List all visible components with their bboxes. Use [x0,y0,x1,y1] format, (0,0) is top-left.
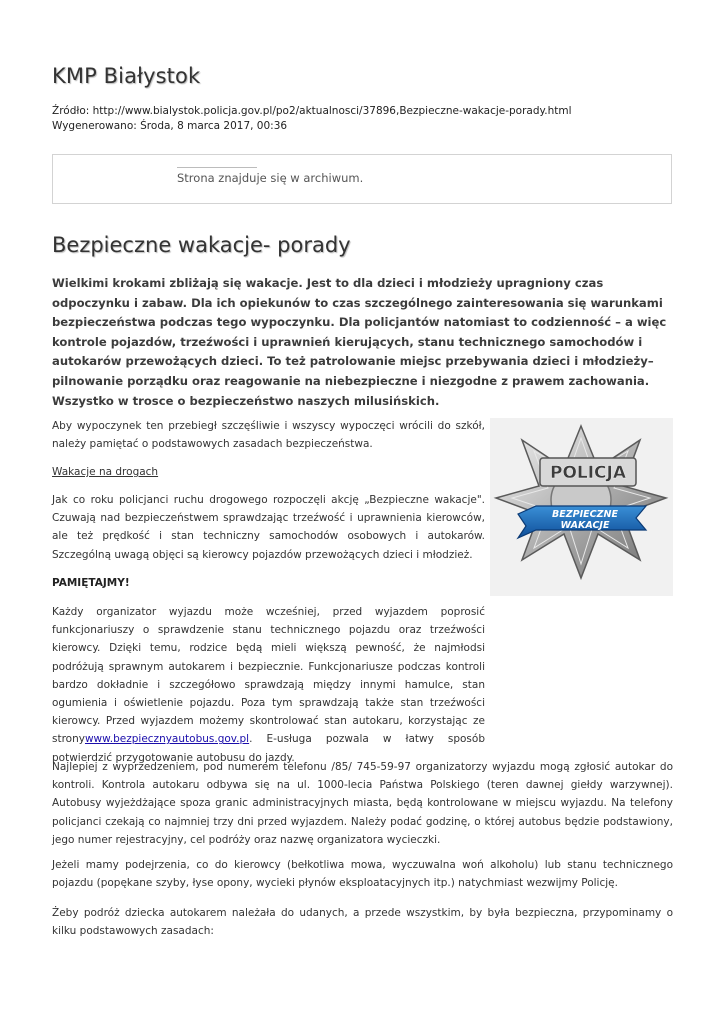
remember-heading: PAMIĘTAJMY! [52,577,130,589]
badge-ribbon-line1: BEZPIECZNE [552,509,618,520]
badge-ribbon-line2: WAKACJE [560,520,610,531]
paragraph-summer-action: Jak co roku policjanci ruchu drogowego rozpoczęli akcję „Bezpieczne wakacje". Czuwają nad bezpieczeństwem sprawdzając trzeźwość i uprawnienia kierowców, ale też prędkość i stan techniczny samochodów osobowych i autokarów. Szczególną uwagą objęci są kierowcy pojazdów przewożących dzieci i młodzież. [52,494,485,561]
source-url: Źródło: http://www.bialystok.policja.gov.pl/po2/aktualnosci/37896,Bezpieczne-wakacje-porady.html [52,105,572,117]
site-title: KMP Białystok [52,64,201,88]
archive-divider [177,167,257,168]
paragraph-rules: Żeby podróż dziecka autokarem należała do udanych, a przede wszystkim, by była bezpieczna, przypominamy o kilku podstawowych zasadach: [52,907,673,938]
archive-notice: Strona znajduje się w archiwum. [177,171,364,185]
article-title: Bezpieczne wakacje- porady [52,233,351,257]
meta-info [52,104,572,134]
badge-top-label: POLICJA [549,463,627,483]
police-badge-image [490,418,673,596]
archive-notice-box [52,154,672,204]
article-lead: Wielkimi krokami zbliżają się wakacje. Jest to dla dzieci i młodzieży upragniony czas odpoczynku i zabaw. Dla ich opiekunów to czas szczególnego zainteresowania się warunkami bezpieczeństwa podczas tego wypoczynku. Dla policjantów natomiast to codzienność – a więc kontrole pojazdów, trzeźwości i uprawnień kierujących, stanu technicznego samochodów i autokarów przewożących dzieci. To też patrolowanie miejsc przebywania dzieci i młodzieży– pilnowanie porządku oraz reagowanie na niebezpieczne i niezgodne z prawem zachowania. Wszystko w trosce o bezpieczeństwo naszych milusińskich. [52,276,667,408]
police-star-icon [490,418,673,596]
paragraph-suspicion: Jeżeli mamy podejrzenia, co do kierowcy (bełkotliwa mowa, wyczuwalna woń alkoholu) lub stanu technicznego pojazdu (popękane szyby, łyse opony, wycieki płynów eksploatacyjnych itp.) natychmiast wezwijmy Policję. [52,859,673,890]
bus-safety-link[interactable]: www.bezpiecznyautobus.gov.pl [84,733,250,746]
section-heading: Wakacje na drogach [52,466,159,478]
inspection-text: Każdy organizator wyjazdu może wcześniej, przed wyjazdem poprosić funkcjonariuszy o sprawdzenie stanu technicznego pojazdu oraz trzeźwości kierowcy. Dzięki temu, rodzice będą mieli większą pewność, że najmłodsi podróżują sprawnym autokarem i bezpiecznie. Funkcjonariusze podczas kontroli bardzo dokładnie i szczegółowo sprawdzają między innymi hamulce, stan ogumienia i oświetlenie pojazdu. Poza tym sprawdzają także stan trzeźwości kierowcy. Przed wyjazdem możemy skontrolować stan autokaru, korzystając ze strony [52,606,485,746]
inspection-text-end: . E-usługa pozwala w łatwy sposób potwierdzić przygotowanie autobusu do jazdy. [52,733,485,764]
paragraph-intro: Aby wypoczynek ten przebiegł szczęśliwie i wszyscy wypoczęci wrócili do szkół, należy pamiętać o podstawowych zasadach bezpieczeństwa. [52,420,485,451]
generated-date: Wygenerowano: Środa, 8 marca 2017, 00:36 [52,120,288,132]
paragraph-inspection [52,603,485,767]
paragraph-phone: Najlepiej z wyprzedzeniem, pod numerem telefonu /85/ 745-59-97 organizatorzy wyjazdu mogą zgłosić autokar do kontroli. Kontrola autokaru odbywa się na ul. 1000-lecia Państwa Polskiego (teren dawnej giełdy warzywnej). Autobusy wyjeżdżające spoza granic administracyjnych miasta, będą kontrolowane w miejscu wyjazdu. Na telefony policjanci czekają co najmniej trzy dni przed wyjazdem. Należy podać godzinę, o której autobus będzie podstawiony, jego numer rejestracyjny, cel podróży oraz nazwę organizatora wycieczki. [52,761,673,846]
